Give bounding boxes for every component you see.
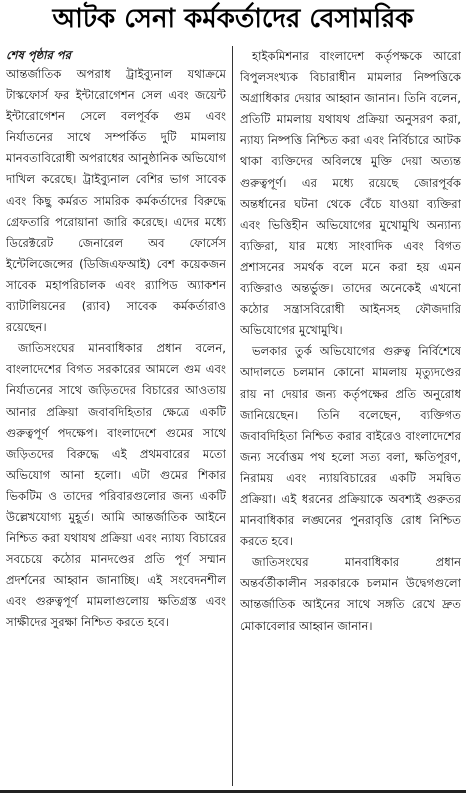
paragraph: জাতিসংঘের মানবাধিকার প্রধান বলেন, বাংলাদেশের বিগত সরকারের আমলে গুম এবং নির্যাতনের সাথে জড়িতদের বিচারের আওতায় আনার প্রক্রিয়া জবাবদিহিতার ক্ষেত্রে একটি গুরুত্বপূর্ণ পদক্ষেপ। বাংলাদেশে গুমের সাথে জড়িতদের বিরুদ্ধে এই প্রথমবারের মতো অভিযোগ আনা হলো। এটা গুমের শিকার ভিকটিম ও তাদের পরিবারগুলোর জন্য একটি উল্লেখযোগ্য মুহূর্ত। আমি আন্তর্জাতিক আইনে নিশ্চিত করা যথাযথ প্রক্রিয়া এবং ন্যায্য বিচারের সবচেয়ে কঠোর মানদণ্ডের প্রতি পূর্ণ সম্মান প্রদর্শনের আহ্বান জানাচ্ছি। এই সংবেদনশীল এবং গুরুত্বপূর্ণ মামলাগুলোয় ক্ষতিগ্রস্ত এবং সাক্ষীদের সুরক্ষা নিশ্চিত করতে হবে। xyxy=(6,341,226,630)
headline: আটক সেনা কর্মকর্তাদের বেসামরিক xyxy=(52,4,414,34)
right-column xyxy=(240,46,461,791)
left-column xyxy=(6,46,226,791)
paragraph: জাতিসংঘের মানবাধিকার প্রধান অন্তর্বর্তীকালীন সরকারকে চলমান উদ্বেগগুলো আন্তর্জাতিক আইনের সাথে সঙ্গতি রেখে দ্রুত মোকাবেলার আহ্বান জানান। xyxy=(240,555,461,633)
paragraph: আন্তর্জাতিক অপরাধ ট্রাইব্যুনাল যথাক্রমে টাস্কফোর্স ফর ইন্টারোগেশন সেল এবং জয়েন্ট ইন্টারোগেশন সেলে বলপূর্বক গুম এবং নির্যাতনের সাথে সম্পর্কিত দুটি মামলায় মানবতাবিরোধী অপরাধের আনুষ্ঠানিক অভিযোগ দাখিল করেছে। ট্রাইব্যুনাল বেশির ভাগ সাবেক এবং কিছু কর্মরত সামরিক কর্মকর্তাদের বিরুদ্ধে গ্রেফতারি পরোয়ানা জারি করেছে। এদের মধ্যে ডিরেক্টরেট জেনারেল অব ফোর্সেস ইন্টেলিজেন্সের (ডিজিএফআই) বেশ কয়েকজন সাবেক মহাপরিচালক এবং র‍্যাপিড অ্যাকশন ব্যাটালিয়নের (র‍্যাব) সাবেক কর্মকর্তারাও রয়েছেন। xyxy=(6,67,226,335)
column-divider xyxy=(232,46,233,786)
continued-from-label: শেষ পৃষ্ঠার পর xyxy=(6,48,71,62)
bottom-rule xyxy=(0,790,466,793)
paragraph: হাইকমিশনার বাংলাদেশ কর্তৃপক্ষকে আরো বিপুলসংখ্যক বিচারাধীন মামলার নিষ্পত্তিকে অগ্রাধিকার দেয়ার আহ্বান জানান। তিনি বলেন, প্রতিটি মামলায় যথাযথ প্রক্রিয়া অনুসরণ করা, ন্যায্য নিষ্পত্তি নিশ্চিত করা এবং নির্বিচারে আটক থাকা ব্যক্তিদের অবিলম্বে মুক্তি দেয়া অত্যন্ত গুরুত্বপূর্ণ। এর মধ্যে রয়েছে জোরপূর্বক অন্তর্ধানের ঘটনা থেকে বেঁচে যাওয়া ব্যক্তিরা এবং ভিত্তিহীন অভিযোগের মুখোমুখি অন্যান্য ব্যক্তিরা, যার মধ্যে সাংবাদিক এবং বিগত প্রশাসনের সমর্থক বলে মনে করা হয় এমন ব্যক্তিরাও অন্তর্ভুক্ত। তাদের অনেকেই এখনো কঠোর সন্ত্রাসবিরোধী আইনসহ ফৌজদারি অভিযোগের মুখোমুখি। xyxy=(240,49,461,338)
paragraph: ভলকার তুর্ক অভিযোগের গুরুত্ব নির্বিশেষে আদালতে চলমান কোনো মামলায় মৃত্যুদণ্ডের রায় না দেয়ার জন্য কর্তৃপক্ষের প্রতি অনুরোধ জানিয়েছেন। তিনি বলেছেন, ব্যক্তিগত জবাবদিহিতা নিশ্চিত করার বাইরেও বাংলাদেশের জন্য সর্বোত্তম পথ হলো সত্য বলা, ক্ষতিপূরণ, নিরাময় এবং ন্যায়বিচারের একটি সমন্বিত প্রক্রিয়া। এই ধরনের প্রক্রিয়াকে অবশ্যই গুরুতর মানবাধিকার লঙ্ঘনের পুনরাবৃত্তি রোধ নিশ্চিত করতে হবে। xyxy=(240,344,461,549)
